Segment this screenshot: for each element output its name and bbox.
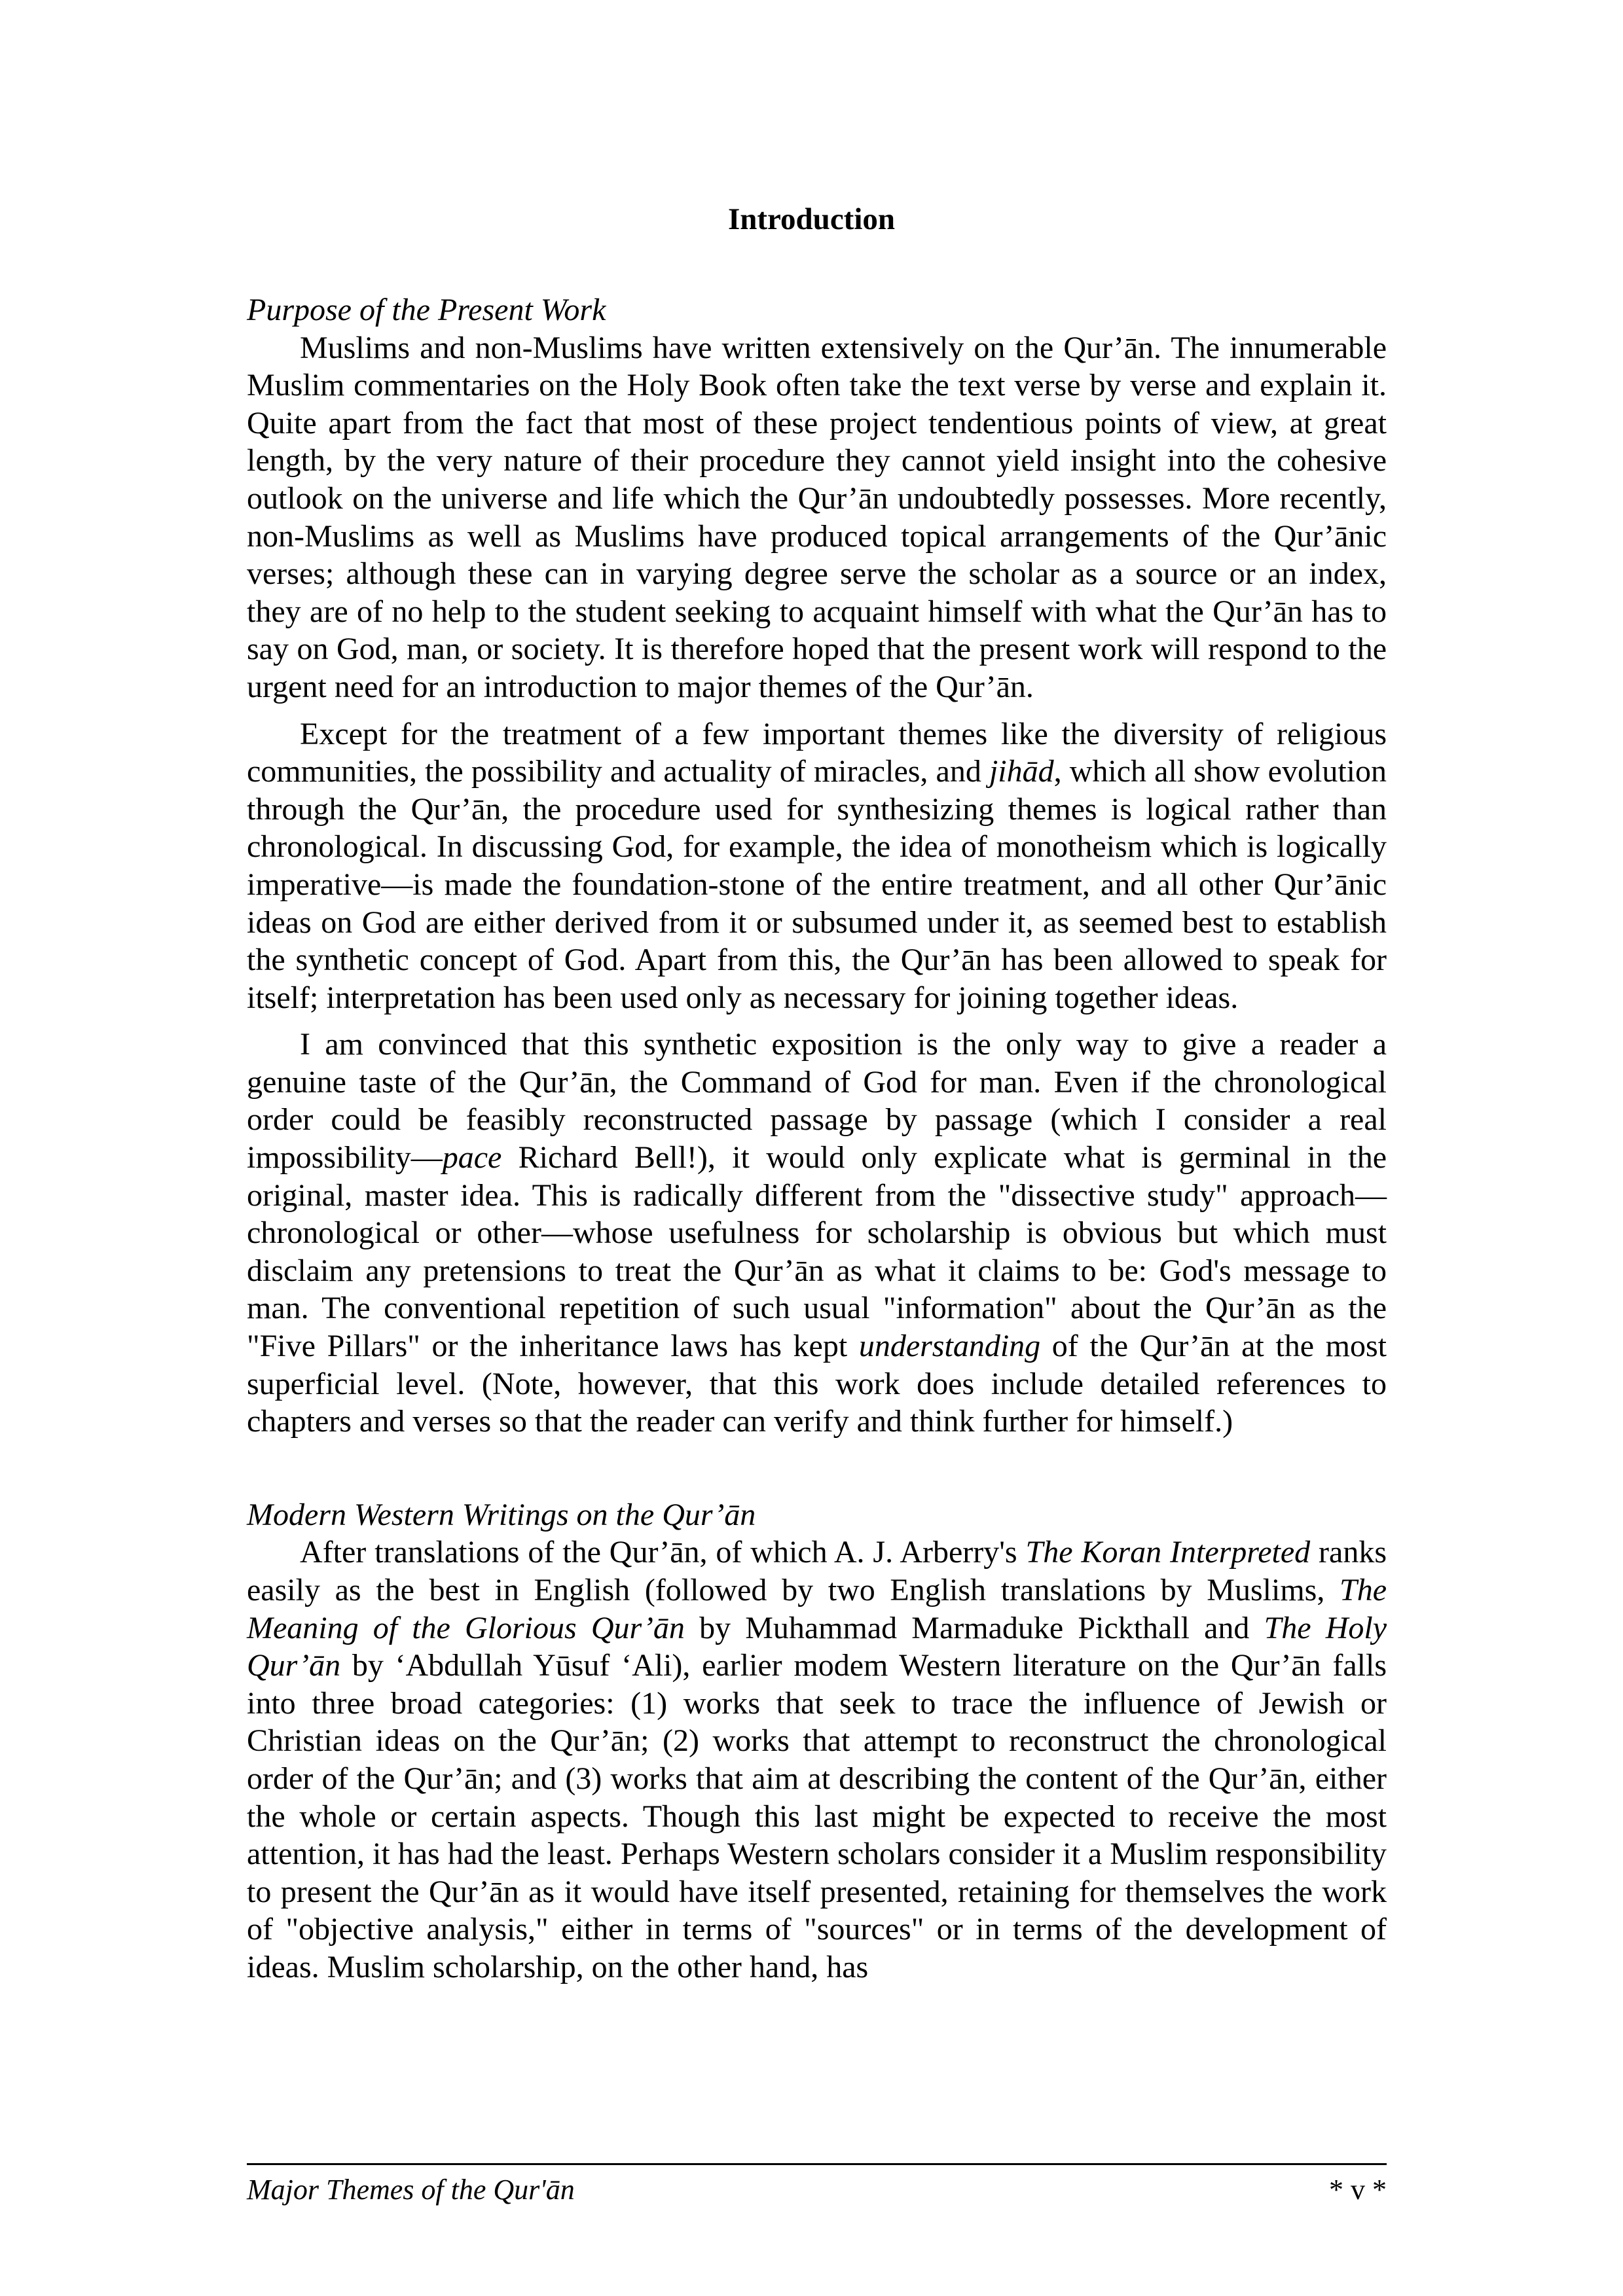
paragraph-purpose-1: Muslims and non-Muslims have written extensively on the Qur’ān. The innumerable Muslim commentaries on the Holy Book often take the text verse by verse and explain it. Quite apart from the fact that most of these project tendentious points of view, at great length, by the very nature of their procedure they cannot yield insight into the cohesive outlook on the universe and life which the Qur’ān undoubtedly possesses. More recently, non-Muslims as well as Muslims have produced topical arrangements of the Qur’ānic verses; although these can in varying degree serve the scholar as a source or an index, they are of no help to the student seeking to acquaint himself with what the Qur’ān has to say on God, man, or society. It is therefore hoped that the present work will respond to the urgent need for an introduction to major themes of the Qur’ān. xyxy=(247,330,1387,704)
section-heading-western-writings: Modern Western Writings on the Qur’ān xyxy=(247,1497,756,1532)
text-run: by Muhammad Marmaduke Pickthall and xyxy=(684,1610,1264,1645)
italic-title-glorious-quran: The Meaning of the Glorious Qur’ān xyxy=(247,1573,1387,1645)
page-title: Introduction xyxy=(727,202,896,236)
italic-term-pace: pace xyxy=(442,1140,502,1175)
text-run: of the Qur’ān at the most superficial level. (Note, however, that this work does include detailed references to chapters and verses so that the reader can verify and think further for himself.) xyxy=(247,1329,1387,1439)
italic-term-jihad: jihād xyxy=(989,754,1054,789)
italic-term-understanding: understanding xyxy=(858,1329,1041,1364)
body-text xyxy=(247,291,1387,1986)
text-run: Except for the treatment of a few important themes like the diversity of religious communities, the possibility and actuality of miracles, and xyxy=(247,716,1387,789)
footer-rule xyxy=(247,2163,1387,2165)
text-run: ranks easily as the best in English (followed by two English translations by Muslims, xyxy=(247,1535,1387,1607)
paragraph-western-1 xyxy=(247,1534,1387,1986)
section-spacer xyxy=(247,1441,1387,1496)
text-run: After translations of the Qur’ān, of which A. J. Arberry's xyxy=(300,1535,1026,1570)
paragraph-purpose-2 xyxy=(247,715,1387,1017)
section-heading-purpose: Purpose of the Present Work xyxy=(247,293,606,327)
text-run: by ‘Abdullah Yūsuf ‘Ali), earlier modem Western literature on the Qur’ān falls into three broad categories: (1) works that seek to trace the influence of Jewish or Christian ideas on the Qur’ān; (2) works that attempt to reconstruct the chronological order of the Qur’ān; and (3) works that aim at describing the content of the Qur’ān, either the whole or certain aspects. Though this last might be expected to receive the most attention, it has had the least. Perhaps Western scholars consider it a Muslim responsibility to present the Qur’ān as it would have itself presented, retaining for themselves the work of "objective analysis," either in terms of "sources" or in terms of the development of ideas. Muslim scholarship, on the other hand, has xyxy=(247,1648,1387,1984)
footer-page-number: * v * xyxy=(1329,2174,1387,2206)
text-run: Richard Bell!), it would only explicate what is germinal in the original, master idea. This is radically different from the "dissective study" approach—chronological or other—whose usefulness for scholarship is obvious but which must disclaim any pretensions to treat the Qur’ān as what it claims to be: God's message to man. The conventional repetition of such usual "information" about the Qur’ān as the "Five Pillars" or the inheritance laws has kept xyxy=(247,1140,1387,1364)
text-run: , which all show evolution through the Qur’ān, the procedure used for synthesizing themes is logical rather than chronological. In discussing God, for example, the idea of monotheism which is logically imperative—is made the foundation-stone of the entire treatment, and all other Qur’ānic ideas on God are either derived from it or subsumed under it, as seemed best to establish the synthetic concept of God. Apart from this, the Qur’ān has been allowed to speak for itself; interpretation has been used only as necessary for joining together ideas. xyxy=(247,754,1387,1015)
italic-title-holy-quran: The Holy Qur’ān xyxy=(247,1610,1387,1683)
footer-book-title: Major Themes of the Qur'ān xyxy=(247,2174,575,2206)
text-run: I am convinced that this synthetic exposition is the only way to give a reader a genuine taste of the Qur’ān, the Command of God for man. Even if the chronological order could be feasibly reconstructed passage by passage (which I consider a real impossibility— xyxy=(247,1027,1387,1175)
italic-title-koran-interpreted: The Koran Interpreted xyxy=(1025,1535,1311,1570)
paragraph-purpose-3 xyxy=(247,1026,1387,1441)
